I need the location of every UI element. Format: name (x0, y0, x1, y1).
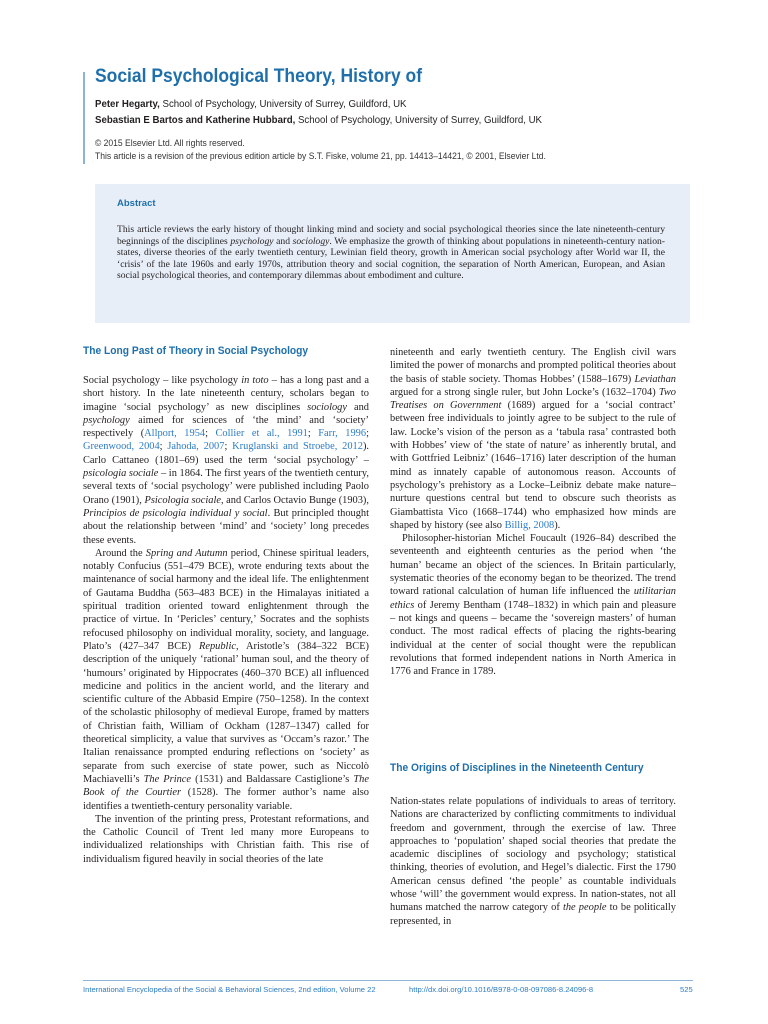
body-text: argued for a strong single ruler, but John Locke’s (1632–1704) (390, 386, 659, 398)
body-text: . But principled thought about the relationship between ‘mind’ and ‘society’ long precedes these events. (83, 507, 370, 546)
body-text: ; (205, 428, 216, 440)
author-line-2 (95, 113, 542, 129)
body-text: – in 1864. The first years of the twentieth century, several texts of ‘social psychology’ were published including Paolo Orano (1901), (83, 468, 369, 506)
body-paragraph (390, 532, 676, 678)
right-column-lower (390, 795, 676, 928)
section-heading-long-past: The Long Past of Theory in Social Psychology (83, 345, 309, 357)
body-text: (1531) and Baldassare Castiglione’s (191, 773, 354, 785)
citation-link[interactable]: Billig, 2008 (504, 519, 555, 531)
italic-text: Principios de psicologia individual y social (83, 507, 268, 519)
body-paragraph (83, 374, 369, 547)
italic-text: Leviathan (634, 373, 676, 385)
italic-text: Psicologia sociale (144, 494, 221, 506)
body-text: of Jeremy Bentham (1748–1832) in which pain and pleasure – not kings and queens – became the ‘sovereign masters’ of human conduct. The most radical effects of placing the rights-bearing individual at the center of social thought were the republican revolutions that formed independent nations in North America in 1776 and France in 1789. (390, 599, 676, 678)
author-line-1 (95, 97, 542, 113)
body-text: (1528). The former author’s name also identifies a twentieth-century personality variable. (83, 787, 369, 812)
article-title: Social Psychological Theory, History of (95, 66, 423, 87)
body-paragraph (83, 813, 369, 866)
italic-text: The Prince (143, 773, 192, 785)
italic-text: psychology (83, 414, 130, 426)
body-text: ; (307, 428, 319, 440)
author-name: Sebastian E Bartos and Katherine Hubbard, (95, 115, 296, 126)
body-text: and (347, 401, 369, 413)
italic-text: the people (562, 902, 607, 914)
abstract-heading: Abstract (117, 198, 156, 209)
revision-note: This article is a revision of the previous edition article by S.T. Fiske, volume 21, pp. 14413–14421, © 2001, Elsevier Ltd. (95, 151, 546, 161)
body-text: ; (366, 428, 369, 440)
body-text: ; (224, 441, 233, 453)
italic-text: psicologia sociale (83, 468, 159, 480)
italic-text: utilitarian ethics (390, 586, 676, 611)
copyright-block (95, 137, 546, 163)
body-text: ; (159, 441, 168, 453)
citation-link[interactable]: Collier et al., 1991 (215, 428, 308, 440)
body-text: , and Carlos Octavio Bunge (1903), (220, 494, 369, 506)
body-text: ). (554, 519, 561, 531)
citation-link[interactable]: Kruglanski and Stroebe, 2012 (232, 441, 363, 453)
body-text: Social psychology – like psychology (83, 375, 242, 386)
abstract-box (95, 184, 690, 323)
body-text: nineteenth and early twentieth century. The English civil wars limited the power of monarchs and prompted political theories about the basis of stable society. Thomas Hobbes’ (1588–1679) (390, 347, 676, 385)
citation-link[interactable]: Farr, 1996 (318, 428, 367, 440)
author-block (95, 97, 542, 129)
italic-text: sociology (307, 401, 347, 413)
body-text: aimed for sciences of ‘the mind’ and ‘society’ respectively ( (83, 414, 369, 440)
footer-page-number: 525 (680, 985, 693, 994)
copyright-notice: © 2015 Elsevier Ltd. All rights reserved. (95, 138, 245, 148)
body-paragraph (83, 547, 369, 813)
author-affiliation: School of Psychology, University of Surrey, Guildford, UK (159, 99, 407, 110)
body-paragraph (390, 346, 676, 532)
footer-doi-link[interactable]: http://dx.doi.org/10.1016/B978-0-08-097086-8.24096-8 (409, 985, 594, 994)
body-text: Around the (95, 547, 146, 559)
citation-link[interactable]: Jahoda, 2007 (167, 441, 225, 453)
author-name: Peter Hegarty, (95, 99, 160, 110)
italic-text: in toto (241, 375, 269, 386)
italic-text: Spring and Autumn (145, 547, 228, 559)
citation-link[interactable]: Allport, 1954 (144, 428, 206, 440)
body-text: Nation-states relate populations of individuals to areas of territory. Nations are characterized by conflicting commitments to individual freedom and government, through the exercise of law. Three approaches to ‘population’ shaped social theories that predate the academic disciplines of sociology and psychology; statistical thinking, theories of evolution, and Hegel’s dialectic. First the 1790 American census defined ‘the people’ as countable individuals whose ‘will’ the government would express. In nation-states, not all humans matched the narrow category of (390, 796, 676, 914)
citation-link[interactable]: Greenwood, 2004 (83, 441, 160, 453)
section-heading-origins: The Origins of Disciplines in the Nineteenth Century (390, 762, 644, 774)
italic-text: Republic (199, 640, 236, 652)
body-text: – has a long past and a short history. In the late nineteenth century, scholars began to imagine ‘social psychology’ as new disciplines (83, 375, 369, 413)
abstract-text: This article reviews the early history of thought linking mind and society and social psychological theories since the late nineteenth-century beginnings of the disciplines psychology and sociology. We emphasize the growth of thinking about populations in nineteenth-century nation-states, diverse theories of the early twentieth century, Lewinian field theory, growth in American social psychology after World war II, the ‘crisis’ of the late 1960s and early 1970s, attribution theory and social cognition, the separation of North American, European, and Asian social psychological theories, and contemporary dilemmas about embodiment and culture. (117, 224, 665, 281)
body-text: The invention of the printing press, Protestant reformations, and the Catholic Council of Trent led many more Europeans to individualized relationships with Christian faith. This rise of individualism figured heavily in social theories of the late (83, 813, 369, 865)
body-text: ). Carlo Cattaneo (1801–69) used the term ‘social psychology’ – (83, 441, 369, 466)
left-column (83, 374, 369, 866)
body-text: period, Chinese spiritual leaders, notably Confucius (551–479 BCE), wrote enduring texts about the maintenance of social harmony and the ideal life. The enlightenment of Gautama Buddha (563–483 BCE) in the Himalayas initiated a spiritual tradition oriented toward enlightenment through the practice of virtue. In ‘Pericles’ century,’ Socrates and the sophists refocused philosophy on individual morality, society, and language. Plato’s (427–347 BCE) (83, 547, 369, 652)
right-column (390, 346, 676, 678)
italic-text: Two Treatises on Government (390, 386, 676, 412)
body-text: Philosopher-historian Michel Foucault (1926–84) described the seventeenth and eighteenth centuries as the period when ‘the human’ became an object of the sciences. In Britain particularly, systematic theories of the economy began to be theorized. The trend toward rational calculation of human life influenced the (390, 533, 676, 598)
footer-rule (83, 980, 693, 981)
author-affiliation: School of Psychology, University of Surrey, Guildford, UK (295, 115, 542, 126)
body-text: (1689) argued for a ‘social contract’ between free individuals to jointly agree to be subject to the rule of law. Locke’s vision of the person as a ‘tabula rasa’ contrasted both with Hobbes’ view of ‘the state of nature’ as inherently brutal, and with Gottfried Leibniz’ (1646–1716) later description of the human mind as innately capable of autonomous reason. Accounts of psychology’s prehistory as a Locke–Leibniz debate make nature–nurture questions central but tend to obscure such theorists as Giambattista Vico (1668–1744) who emphasized how minds are shaped by history (see also (390, 400, 676, 531)
body-text: , Aristotle’s (384–322 BCE) description of the uniquely ‘rational’ human soul, and the theory of ‘humours’ originated by Hippocrates (460–370 BCE) all influenced medicine and politics in the ancient world, and the literary and scientific culture of the Abbasid Empire (750–1258). In the context of the scholastic philosophy of medieval Europe, framed by matters of Christian faith, William of Ockham (1287–1347) called for theoretical simplicity, a value that survives as ‘Occam’s razor.’ The Italian renaissance prompted enduring reflections on ‘society’ as separate from such exercise of state power, such as Niccolò Machiavelli’s (83, 640, 369, 785)
footer-source: International Encyclopedia of the Social & Behavioral Sciences, 2nd edition, Volume 22 (83, 985, 376, 994)
body-text: to be politically represented, in (390, 902, 676, 927)
italic-text: The Book of the Courtier (83, 773, 369, 799)
body-paragraph (390, 795, 676, 928)
title-accent-rule (83, 72, 85, 164)
